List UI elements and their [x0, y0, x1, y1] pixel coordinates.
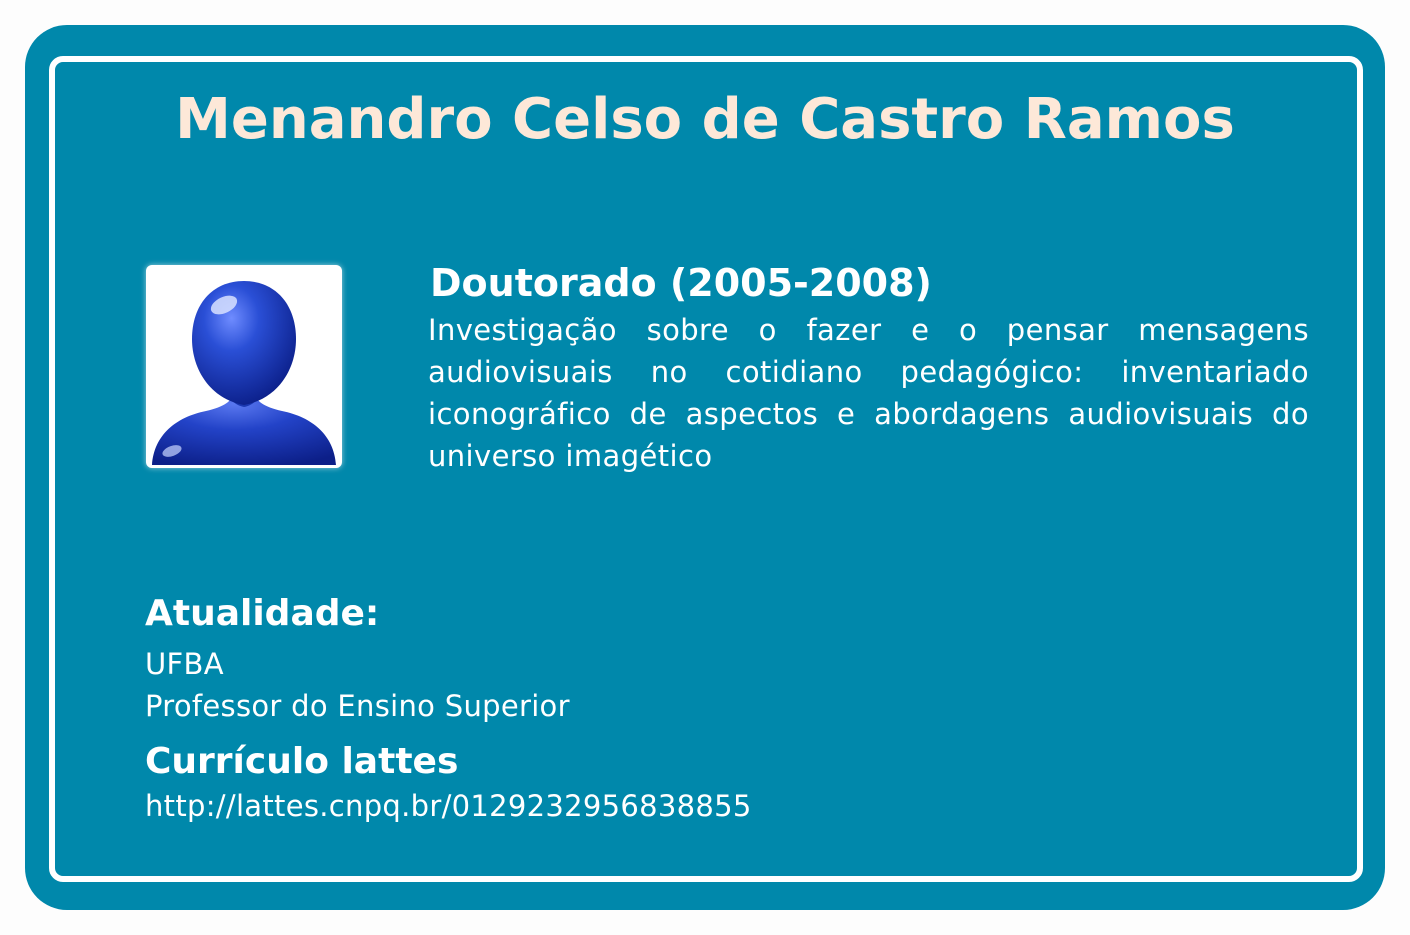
current-institution: UFBA — [145, 647, 224, 681]
avatar — [146, 265, 342, 468]
user-silhouette-icon — [146, 265, 342, 468]
lattes-link[interactable]: http://lattes.cnpq.br/0129232956838855 — [145, 789, 752, 823]
profile-card — [25, 25, 1385, 910]
degree-title: Doutorado (2005-2008) — [430, 261, 932, 305]
current-role: Professor do Ensino Superior — [145, 689, 570, 723]
degree-description: Investigação sobre o fazer e o pensar mensagens audiovisuais no cotidiano pedagógico: inventariado iconográfico de aspectos e abordagens audiovisuais do universo imagético — [428, 313, 1309, 473]
person-name: Menandro Celso de Castro Ramos — [175, 87, 1235, 152]
lattes-label: Currículo lattes — [145, 741, 459, 782]
current-label: Atualidade: — [145, 593, 380, 634]
